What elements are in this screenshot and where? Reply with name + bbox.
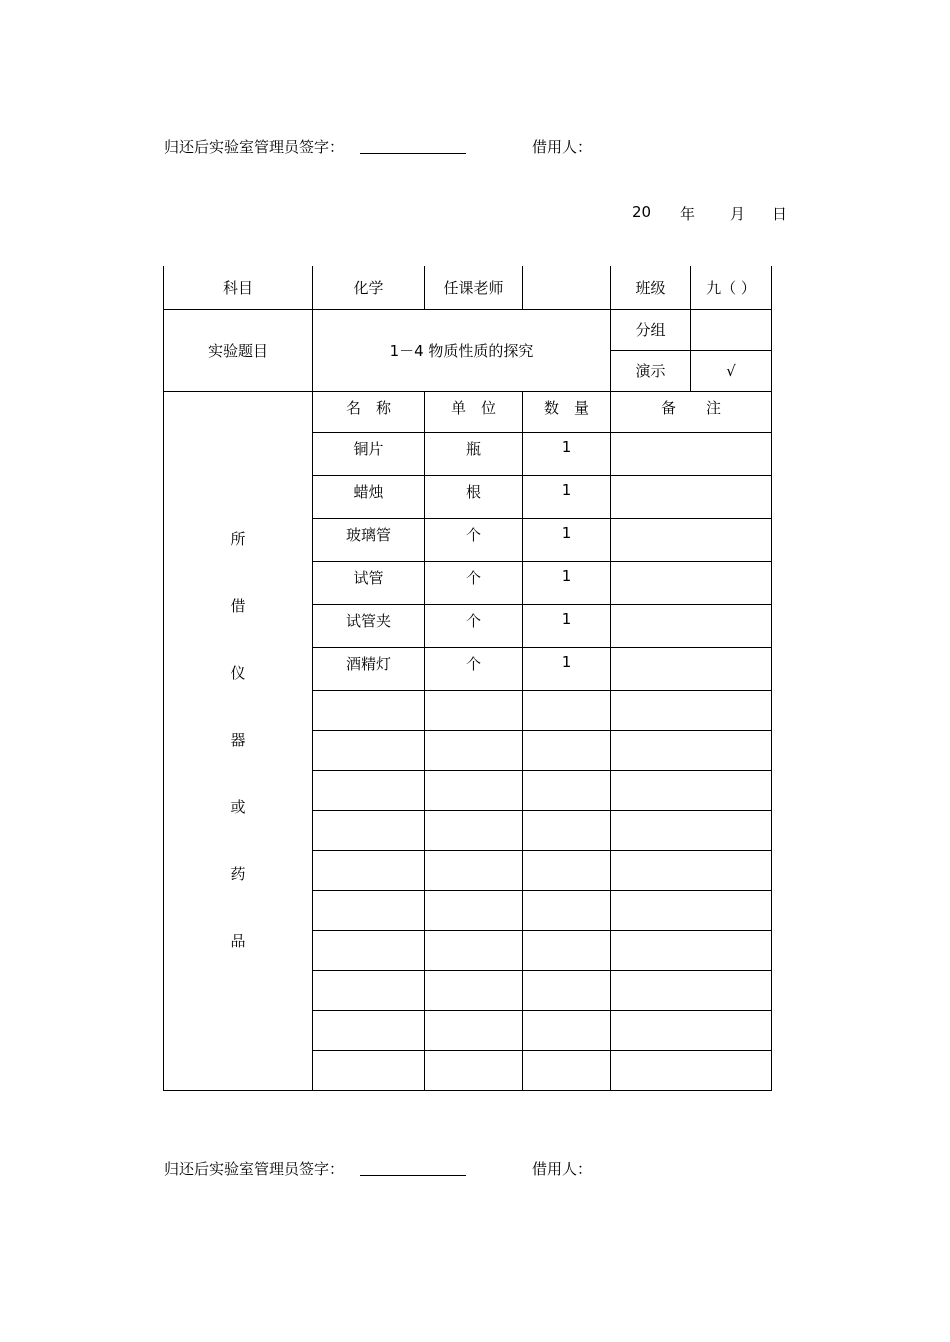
header-row xyxy=(164,266,772,309)
empty-name-cell[interactable] xyxy=(313,970,425,1010)
empty-note-cell[interactable] xyxy=(611,810,772,850)
column-header-qty: 数 量 xyxy=(523,391,611,432)
empty-qty-cell[interactable] xyxy=(523,1010,611,1050)
empty-qty-cell[interactable] xyxy=(523,770,611,810)
empty-qty-cell[interactable] xyxy=(523,890,611,930)
item-note[interactable] xyxy=(611,647,772,690)
item-unit: 个 xyxy=(425,647,523,690)
item-note[interactable] xyxy=(611,518,772,561)
empty-unit-cell[interactable] xyxy=(425,1010,523,1050)
date-day-label: 日 xyxy=(772,205,788,223)
empty-name-cell[interactable] xyxy=(313,1050,425,1090)
empty-note-cell[interactable] xyxy=(611,690,772,730)
item-name: 试管 xyxy=(313,561,425,604)
side-char: 器 xyxy=(230,731,246,749)
side-char: 药 xyxy=(230,865,246,883)
item-qty: 1 xyxy=(523,604,611,647)
admin-signature-label: 归还后实验室管理员签字： xyxy=(164,1160,345,1178)
demo-value[interactable]: √ xyxy=(691,350,772,391)
empty-name-cell[interactable] xyxy=(313,770,425,810)
empty-name-cell[interactable] xyxy=(313,810,425,850)
item-unit: 瓶 xyxy=(425,432,523,475)
demo-label: 演示 xyxy=(611,350,691,391)
empty-note-cell[interactable] xyxy=(611,770,772,810)
column-header-unit: 单 位 xyxy=(425,391,523,432)
item-qty: 1 xyxy=(523,475,611,518)
empty-name-cell[interactable] xyxy=(313,1010,425,1050)
side-char: 仪 xyxy=(230,664,246,682)
item-qty: 1 xyxy=(523,561,611,604)
admin-signature-blank[interactable] xyxy=(360,139,466,154)
empty-unit-cell[interactable] xyxy=(425,770,523,810)
side-char: 或 xyxy=(230,798,246,816)
side-char: 品 xyxy=(230,932,246,950)
empty-note-cell[interactable] xyxy=(611,970,772,1010)
item-name: 铜片 xyxy=(313,432,425,475)
empty-qty-cell[interactable] xyxy=(523,730,611,770)
item-unit: 个 xyxy=(425,518,523,561)
empty-name-cell[interactable] xyxy=(313,850,425,890)
empty-qty-cell[interactable] xyxy=(523,1050,611,1090)
borrower-label: 借用人： xyxy=(532,138,593,156)
borrow-form-table xyxy=(163,266,772,1091)
side-char: 所 xyxy=(230,530,246,548)
empty-qty-cell[interactable] xyxy=(523,970,611,1010)
empty-unit-cell[interactable] xyxy=(425,810,523,850)
item-unit: 个 xyxy=(425,561,523,604)
class-label: 班级 xyxy=(611,266,691,309)
empty-qty-cell[interactable] xyxy=(523,810,611,850)
item-qty: 1 xyxy=(523,518,611,561)
empty-qty-cell[interactable] xyxy=(523,690,611,730)
group-value[interactable] xyxy=(691,309,772,350)
empty-note-cell[interactable] xyxy=(611,1050,772,1090)
subject-label: 科目 xyxy=(164,266,313,309)
empty-name-cell[interactable] xyxy=(313,890,425,930)
empty-unit-cell[interactable] xyxy=(425,1050,523,1090)
empty-unit-cell[interactable] xyxy=(425,930,523,970)
item-note[interactable] xyxy=(611,561,772,604)
empty-note-cell[interactable] xyxy=(611,1010,772,1050)
empty-note-cell[interactable] xyxy=(611,850,772,890)
empty-unit-cell[interactable] xyxy=(425,690,523,730)
experiment-title: 1－4 物质性质的探究 xyxy=(313,309,611,391)
signature-line-bottom xyxy=(164,1158,784,1182)
teacher-value[interactable] xyxy=(523,266,611,309)
date-year-prefix: 20 xyxy=(632,203,652,221)
teacher-label: 任课老师 xyxy=(425,266,523,309)
group-label: 分组 xyxy=(611,309,691,350)
empty-qty-cell[interactable] xyxy=(523,930,611,970)
signature-line-top xyxy=(164,136,784,160)
side-char: 借 xyxy=(230,597,246,615)
empty-unit-cell[interactable] xyxy=(425,850,523,890)
empty-note-cell[interactable] xyxy=(611,730,772,770)
class-value[interactable]: 九（ ） xyxy=(691,266,772,309)
column-header-name: 名 称 xyxy=(313,391,425,432)
empty-unit-cell[interactable] xyxy=(425,890,523,930)
item-name: 蜡烛 xyxy=(313,475,425,518)
empty-name-cell[interactable] xyxy=(313,690,425,730)
item-note[interactable] xyxy=(611,475,772,518)
date-month-label: 月 xyxy=(730,205,746,223)
column-header-note: 备 注 xyxy=(611,391,772,432)
side-label xyxy=(164,391,313,1090)
item-note[interactable] xyxy=(611,604,772,647)
empty-qty-cell[interactable] xyxy=(523,850,611,890)
borrower-label: 借用人： xyxy=(532,1160,593,1178)
item-name: 酒精灯 xyxy=(313,647,425,690)
empty-note-cell[interactable] xyxy=(611,930,772,970)
column-header-row xyxy=(164,391,772,432)
item-name: 玻璃管 xyxy=(313,518,425,561)
empty-unit-cell[interactable] xyxy=(425,730,523,770)
item-unit: 个 xyxy=(425,604,523,647)
admin-signature-label: 归还后实验室管理员签字： xyxy=(164,138,345,156)
item-unit: 根 xyxy=(425,475,523,518)
admin-signature-blank[interactable] xyxy=(360,1161,466,1176)
experiment-label: 实验题目 xyxy=(164,309,313,391)
date-year-label: 年 xyxy=(680,205,696,223)
item-qty: 1 xyxy=(523,647,611,690)
item-qty: 1 xyxy=(523,432,611,475)
empty-name-cell[interactable] xyxy=(313,930,425,970)
experiment-row xyxy=(164,309,772,350)
subject-value: 化学 xyxy=(313,266,425,309)
empty-note-cell[interactable] xyxy=(611,890,772,930)
empty-unit-cell[interactable] xyxy=(425,970,523,1010)
empty-name-cell[interactable] xyxy=(313,730,425,770)
item-name: 试管夹 xyxy=(313,604,425,647)
item-note[interactable] xyxy=(611,432,772,475)
